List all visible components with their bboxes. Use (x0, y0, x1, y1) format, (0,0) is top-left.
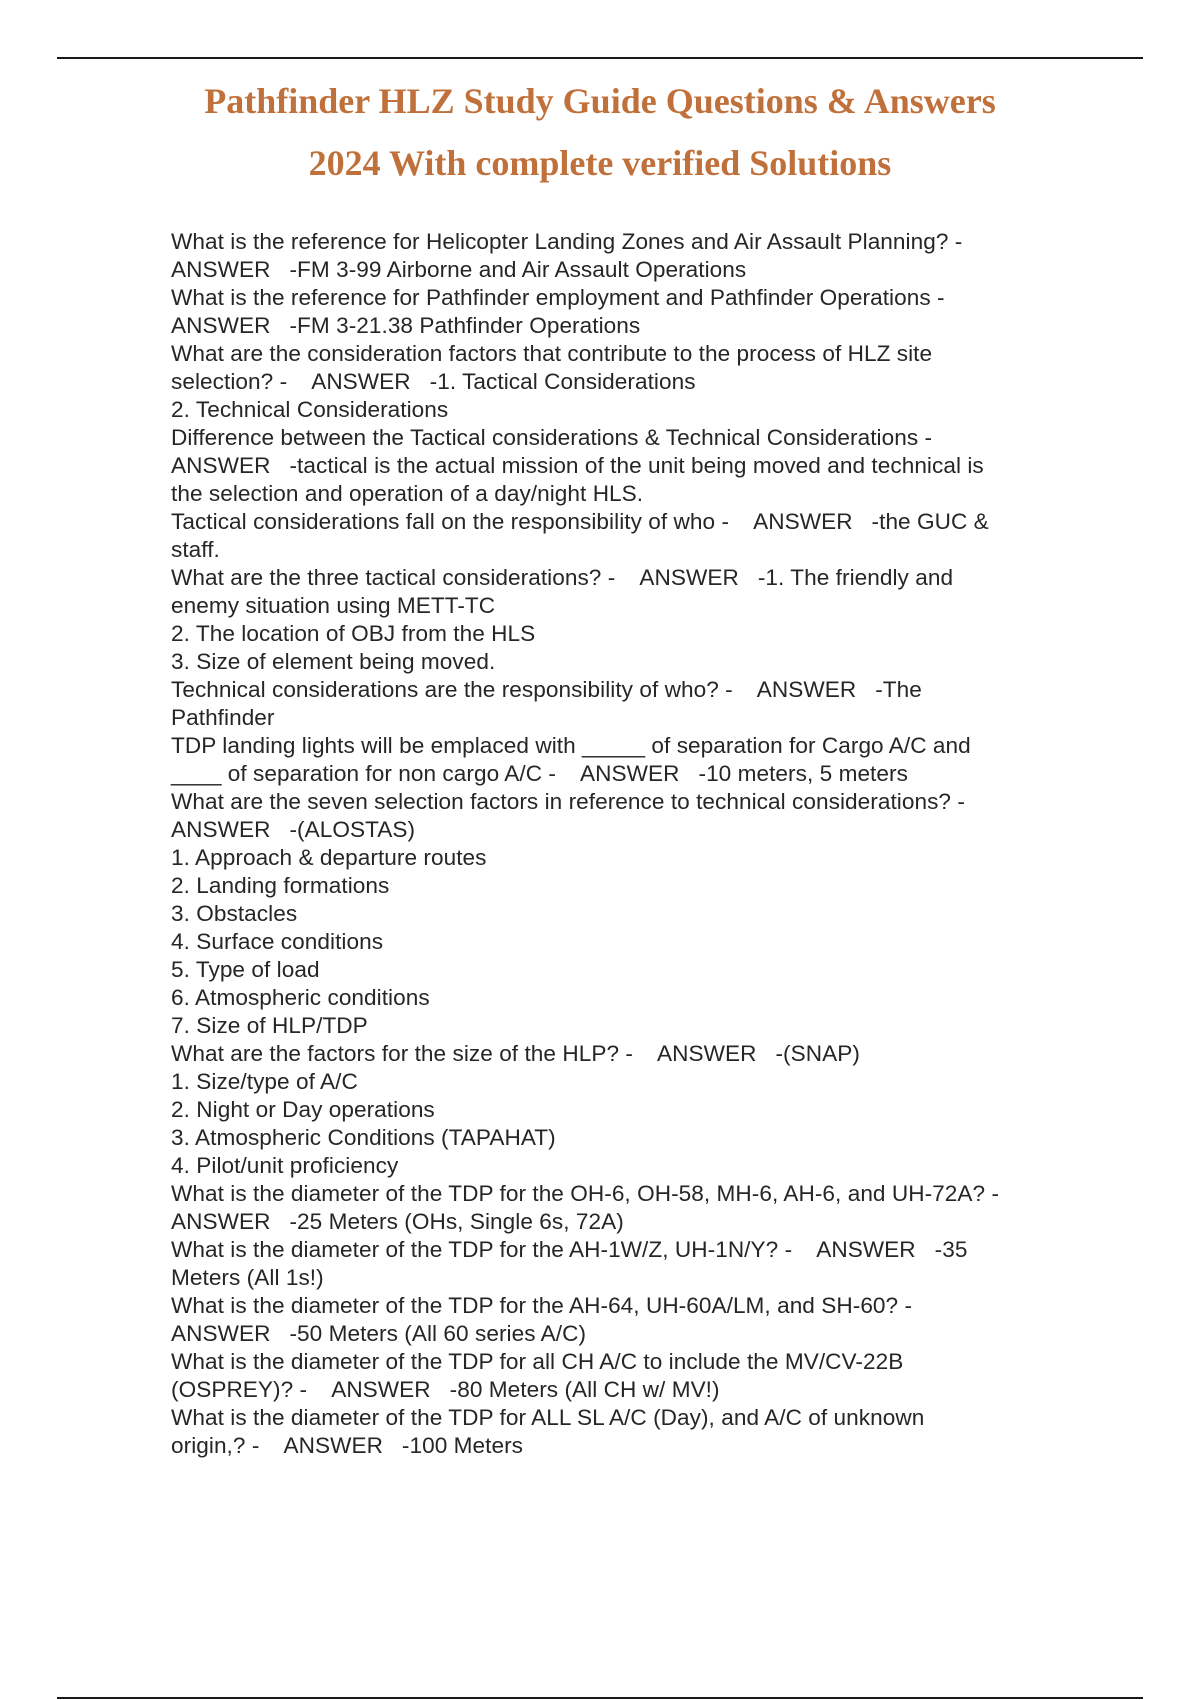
title-line-1: Pathfinder HLZ Study Guide Questions & Answers (204, 81, 996, 121)
text-line: What is the diameter of the TDP for the OH-6, OH-58, MH-6, AH-6, and UH-72A? - (171, 1181, 1000, 1206)
text-line: ANSWER -(ALOSTAS) (171, 817, 416, 842)
text-line: 3. Atmospheric Conditions (TAPAHAT) (171, 1125, 556, 1150)
text-line: 2. The location of OBJ from the HLS (171, 621, 536, 646)
text-line: 5. Type of load (171, 957, 320, 982)
text-line: ANSWER -FM 3-99 Airborne and Air Assault Operations (171, 257, 747, 282)
text-line: What are the seven selection factors in reference to technical considerations? - (171, 789, 965, 814)
text-line: 4. Pilot/unit proficiency (171, 1153, 399, 1178)
text-line: (OSPREY)? - ANSWER -80 Meters (All CH w/ MV!) (171, 1377, 720, 1402)
text-line: What are the factors for the size of the HLP? - ANSWER -(SNAP) (171, 1041, 860, 1066)
text-line: What is the diameter of the TDP for ALL SL A/C (Day), and A/C of unknown (171, 1405, 925, 1430)
text-line: 2. Night or Day operations (171, 1097, 435, 1122)
text-line: origin,? - ANSWER -100 Meters (171, 1433, 524, 1458)
text-line: 4. Surface conditions (171, 929, 384, 954)
text-line: 6. Atmospheric conditions (171, 985, 430, 1010)
text-line: the selection and operation of a day/night HLS. (171, 481, 644, 506)
text-line: What are the consideration factors that contribute to the process of HLZ site (171, 341, 933, 366)
text-line: What is the diameter of the TDP for the AH-1W/Z, UH-1N/Y? - ANSWER -35 (171, 1237, 968, 1262)
top-rule (57, 57, 1143, 59)
text-line: What is the diameter of the TDP for the AH-64, UH-60A/LM, and SH-60? - (171, 1293, 913, 1318)
text-line: ANSWER -25 Meters (OHs, Single 6s, 72A) (171, 1209, 624, 1234)
bottom-rule (57, 1697, 1143, 1699)
text-line: ANSWER -tactical is the actual mission of the unit being moved and technical is (171, 453, 984, 478)
text-line: Technical considerations are the responsibility of who? - ANSWER -The (171, 677, 922, 702)
text-line: staff. (171, 537, 220, 562)
document-title (100, 70, 1100, 194)
text-line: Tactical considerations fall on the responsibility of who - ANSWER -the GUC & (171, 509, 989, 534)
text-line: 2. Landing formations (171, 873, 390, 898)
document-body (171, 228, 1071, 1460)
text-line: 7. Size of HLP/TDP (171, 1013, 368, 1038)
text-line: What is the reference for Pathfinder employment and Pathfinder Operations - (171, 285, 945, 310)
text-line: ANSWER -FM 3-21.38 Pathfinder Operations (171, 313, 641, 338)
text-line: ____ of separation for non cargo A/C - ANSWER -10 meters, 5 meters (171, 761, 908, 786)
text-line: What are the three tactical considerations? - ANSWER -1. The friendly and (171, 565, 954, 590)
text-line: 3. Size of element being moved. (171, 649, 496, 674)
text-line: Pathfinder (171, 705, 275, 730)
text-line: TDP landing lights will be emplaced with _____ of separation for Cargo A/C and (171, 733, 971, 758)
text-line: 1. Size/type of A/C (171, 1069, 358, 1094)
text-line: 1. Approach & departure routes (171, 845, 487, 870)
text-line: Meters (All 1s!) (171, 1265, 324, 1290)
text-line: ANSWER -50 Meters (All 60 series A/C) (171, 1321, 587, 1346)
text-line: enemy situation using METT-TC (171, 593, 496, 618)
text-line: What is the reference for Helicopter Landing Zones and Air Assault Planning? - (171, 229, 963, 254)
text-line: 2. Technical Considerations (171, 397, 449, 422)
text-line: What is the diameter of the TDP for all CH A/C to include the MV/CV-22B (171, 1349, 904, 1374)
text-line: selection? - ANSWER -1. Tactical Considerations (171, 369, 696, 394)
text-line: 3. Obstacles (171, 901, 298, 926)
text-line: Difference between the Tactical considerations & Technical Considerations - (171, 425, 933, 450)
title-line-2: 2024 With complete verified Solutions (308, 143, 892, 183)
